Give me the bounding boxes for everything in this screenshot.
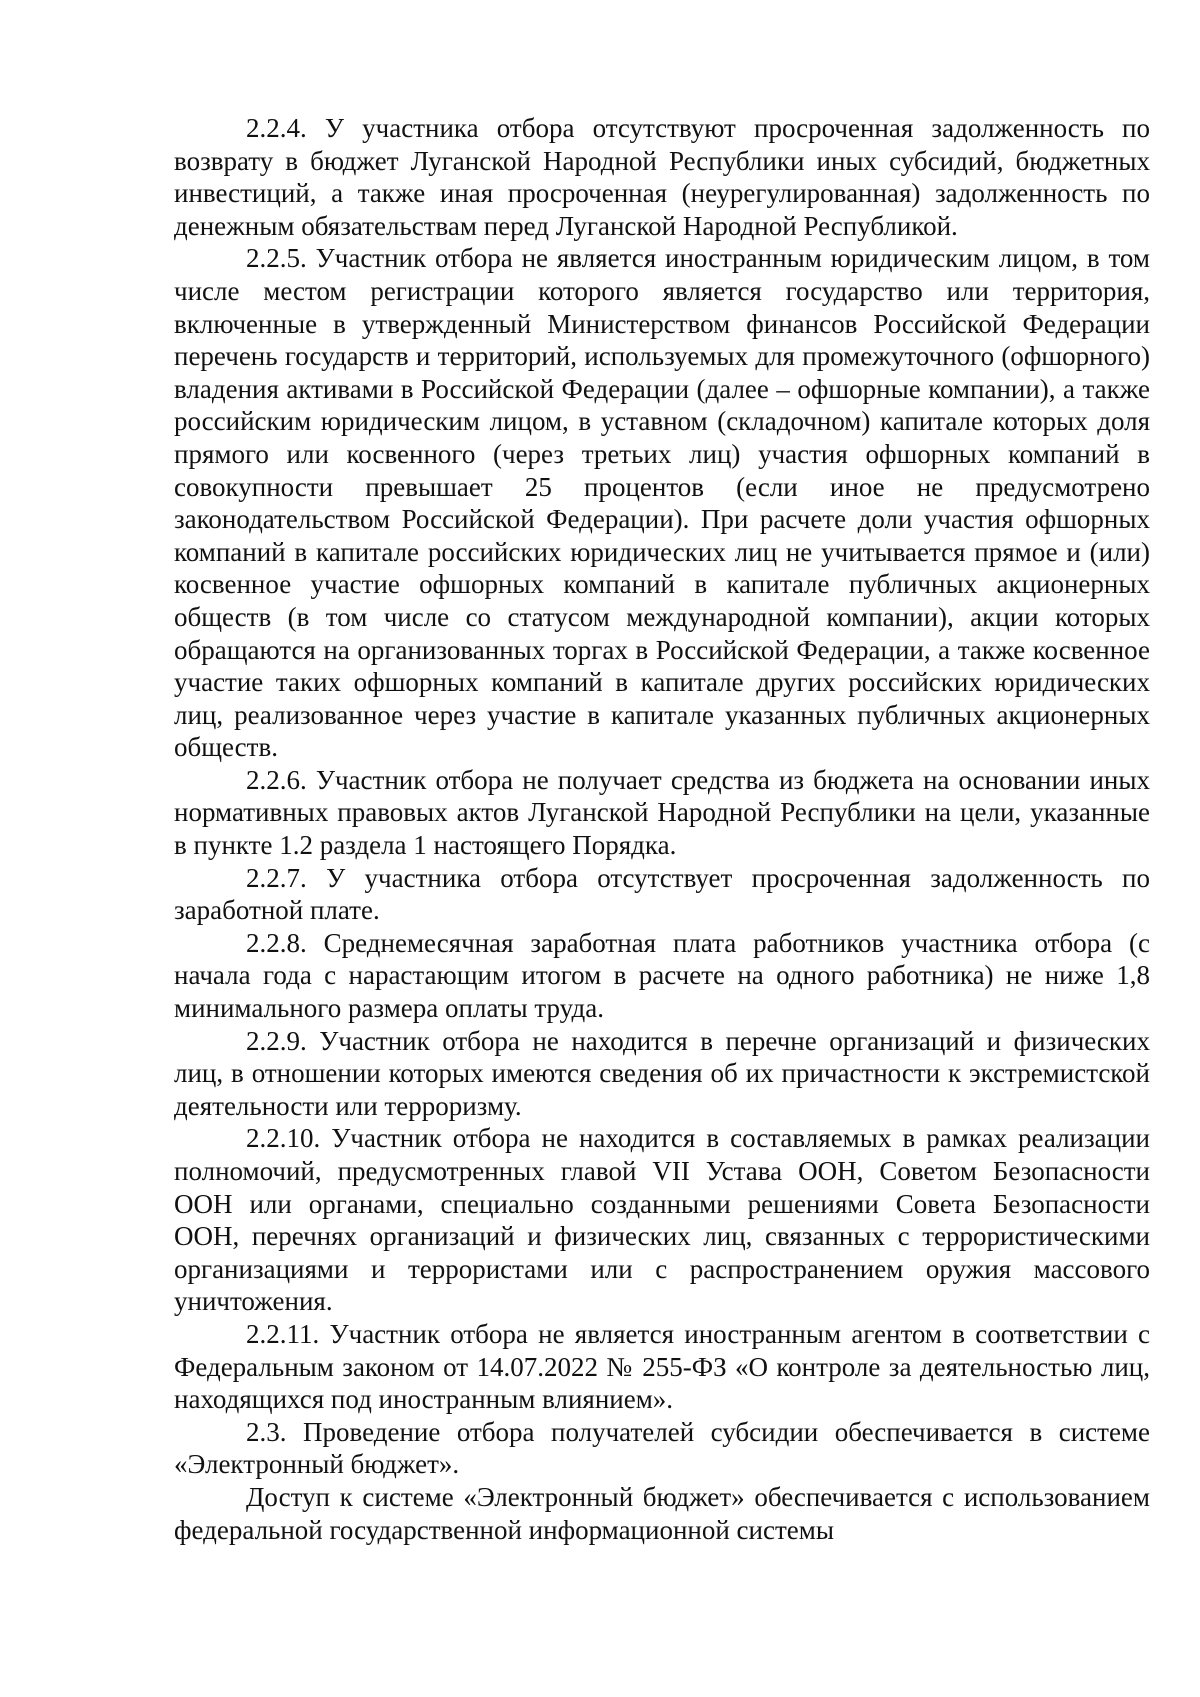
paragraph-2-2-8: 2.2.8. Среднемесячная заработная плата работников участника отбора (с начала года с нарастающим итогом в расчете на одного работника) не ниже 1,8 минимального размера оплаты труда.	[174, 927, 1150, 1024]
document-body	[174, 112, 1150, 1546]
paragraph-2-3: 2.3. Проведение отбора получателей субсидии обеспечивается в системе «Электронный бюджет».	[174, 1416, 1150, 1480]
paragraph-2-2-6: 2.2.6. Участник отбора не получает средства из бюджета на основании иных нормативных правовых актов Луганской Народной Республики на цели, указанные в пункте 1.2 раздела 1 настоящего Порядка.	[174, 764, 1150, 861]
paragraph-access-electronic-budget: Доступ к системе «Электронный бюджет» обеспечивается с использованием федеральной государственной информационной системы	[174, 1481, 1150, 1545]
paragraph-2-2-5: 2.2.5. Участник отбора не является иностранным юридическим лицом, в том числе местом регистрации которого является государство или территория, включенные в утвержденный Министерством финансов Российской Федерации перечень государств и территорий, используемых для промежуточного (офшорного) владения активами в Российской Федерации (далее – офшорные компании), а также российским юридическим лицом, в уставном (складочном) капитале которых доля прямого или косвенного (через третьих лиц) участия офшорных компаний в совокупности превышает 25 процентов (если иное не предусмотрено законодательством Российской Федерации). При расчете доли участия офшорных компаний в капитале российских юридических лиц не учитывается прямое и (или) косвенное участие офшорных компаний в капитале публичных акционерных обществ (в том числе со статусом международной компании), акции которых обращаются на организованных торгах в Российской Федерации, а также косвенное участие таких офшорных компаний в капитале других российских юридических лиц, реализованное через участие в капитале указанных публичных акционерных обществ.	[174, 243, 1150, 763]
paragraph-2-2-9: 2.2.9. Участник отбора не находится в перечне организаций и физических лиц, в отношении которых имеются сведения об их причастности к экстремистской деятельности или терроризму.	[174, 1025, 1150, 1121]
paragraph-2-2-11: 2.2.11. Участник отбора не является иностранным агентом в соответствии с Федеральным законом от 14.07.2022 № 255-ФЗ «О контроле за деятельностью лиц, находящихся под иностранным влиянием».	[174, 1318, 1150, 1415]
paragraph-2-2-7: 2.2.7. У участника отбора отсутствует просроченная задолженность по заработной плате.	[174, 862, 1150, 926]
paragraph-2-2-10: 2.2.10. Участник отбора не находится в составляемых в рамках реализации полномочий, предусмотренных главой VII Устава ООН, Советом Безопасности ООН или органами, специально созданными решениями Совета Безопасности ООН, перечнях организаций и физических лиц, связанных с террористическими организациями и террористами или с распространением оружия массового уничтожения.	[174, 1123, 1150, 1317]
paragraph-2-2-4: 2.2.4. У участника отбора отсутствуют просроченная задолженность по возврату в бюджет Луганской Народной Республики иных субсидий, бюджетных инвестиций, а также иная просроченная (неурегулированная) задолженность по денежным обязательствам перед Луганской Народной Республикой.	[174, 113, 1150, 241]
